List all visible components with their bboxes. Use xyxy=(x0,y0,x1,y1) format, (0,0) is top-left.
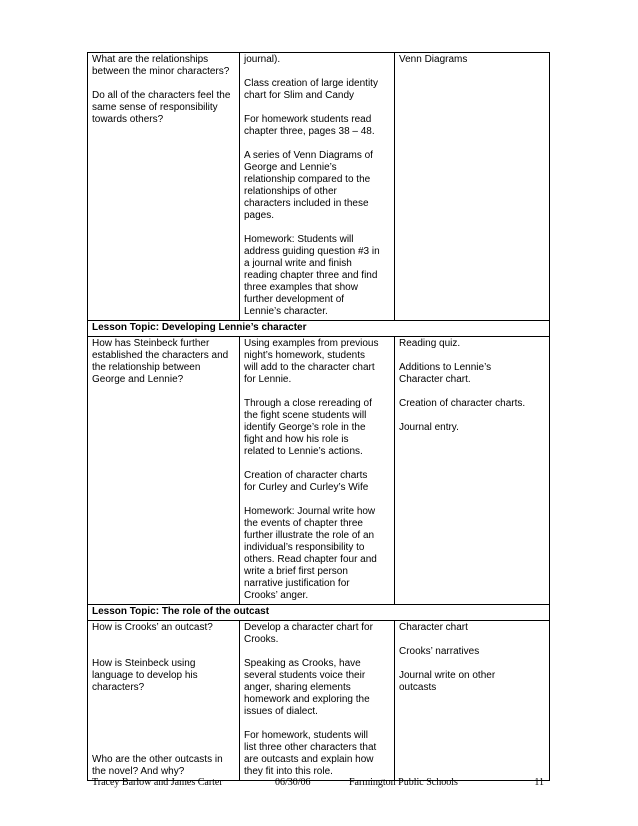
cell-paragraph: What are the relationships between the minor characters? xyxy=(92,54,230,77)
cell-paragraph: How is Steinbeck using language to develop his characters? xyxy=(92,658,198,693)
cell-paragraph: Reading quiz. xyxy=(399,338,461,349)
cell-paragraph: Who are the other outcasts in the novel? And why? xyxy=(92,754,223,777)
table-row xyxy=(88,621,550,781)
guiding-questions-cell xyxy=(88,337,240,605)
cell-paragraph: Creation of character charts. xyxy=(399,398,526,409)
cell-paragraph: Do all of the characters feel the same sense of responsibility towards others? xyxy=(92,90,231,125)
lesson-topic-heading: Lesson Topic: Developing Lennie’s character xyxy=(88,321,550,337)
cell-paragraph: Speaking as Crooks, have several students voice their anger, sharing elements homework and exploring the issues of dialect. xyxy=(244,658,370,717)
assessments-cell xyxy=(395,621,550,781)
cell-paragraph: Venn Diagrams xyxy=(399,54,468,65)
footer-school: Farmington Public Schools xyxy=(349,777,458,788)
cell-paragraph: Homework: Journal write how the events of chapter three further illustrate the role of an individual’s responsibility to others. Read chapter four and write a brief first person narrative justification for Crooks’ anger. xyxy=(244,506,377,601)
cell-paragraph: journal). xyxy=(244,54,281,65)
cell-paragraph: For homework students read chapter three, pages 38 – 48. xyxy=(244,114,375,137)
lesson-topic-row xyxy=(88,321,550,337)
cell-paragraph: How is Crooks’ an outcast? xyxy=(92,622,213,633)
activities-cell xyxy=(240,337,395,605)
assessments-cell xyxy=(395,53,550,321)
footer-author: Tracey Barlow and James Carter xyxy=(92,777,223,788)
cell-paragraph: Creation of character charts for Curley and Curley’s Wife xyxy=(244,470,369,493)
lesson-topic-heading: Lesson Topic: The role of the outcast xyxy=(88,605,550,621)
footer-date: 06/30/06 xyxy=(275,777,311,788)
lesson-plan-body xyxy=(88,53,550,781)
table-row xyxy=(88,337,550,605)
cell-paragraph: Journal entry. xyxy=(399,422,459,433)
footer-page-number: 11 xyxy=(534,777,544,788)
cell-paragraph: How has Steinbeck further established the characters and the relationship between George and Lennie? xyxy=(92,338,229,385)
guiding-questions-cell xyxy=(88,621,240,781)
cell-paragraph: A series of Venn Diagrams of George and Lennie’s relationship compared to the relationships of other characters included in these pages. xyxy=(244,150,373,221)
cell-paragraph: Class creation of large identity chart for Slim and Candy xyxy=(244,78,378,101)
lesson-topic-row xyxy=(88,605,550,621)
page-footer xyxy=(92,777,544,791)
activities-cell xyxy=(240,621,395,781)
cell-paragraph: Homework: Students will address guiding question #3 in a journal write and finish reading chapter three and find three examples that show further development of Lennie’s character. xyxy=(244,234,380,317)
table-row xyxy=(88,53,550,321)
cell-paragraph: Character chart xyxy=(399,622,468,633)
cell-paragraph: Through a close rereading of the fight scene students will identify George’s role in the fight and how his role is related to Lennie’s actions. xyxy=(244,398,372,457)
cell-paragraph: Journal write on other outcasts xyxy=(399,670,496,693)
assessments-cell xyxy=(395,337,550,605)
guiding-questions-cell xyxy=(88,53,240,321)
lesson-plan-table xyxy=(87,52,550,781)
cell-paragraph: Crooks’ narratives xyxy=(399,646,480,657)
activities-cell xyxy=(240,53,395,321)
cell-paragraph: For homework, students will list three other characters that are outcasts and explain how they fit into this role. xyxy=(244,730,377,777)
cell-paragraph: Additions to Lennie’s Character chart. xyxy=(399,362,492,385)
cell-paragraph: Develop a character chart for Crooks. xyxy=(244,622,373,645)
cell-paragraph: Using examples from previous night’s homework, students will add to the character chart for Lennie. xyxy=(244,338,379,385)
